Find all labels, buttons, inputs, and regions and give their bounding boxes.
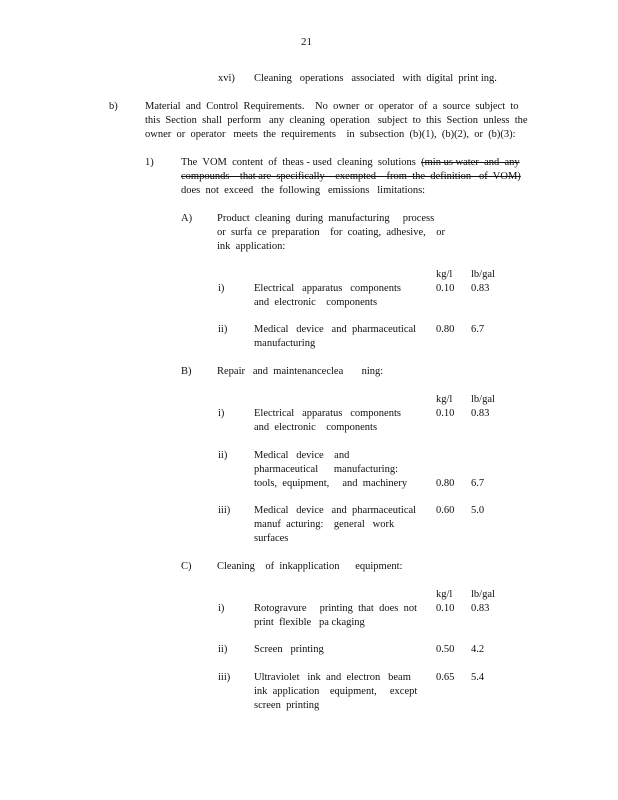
page-number: 21 [301, 36, 312, 48]
section-b-line: Material and Control Requirements. No owner or operator of a source subject to [145, 101, 519, 112]
lb-value: 0.83 [471, 603, 490, 614]
kg-value: 0.80 [436, 324, 455, 335]
list-item-text: and electronic components [254, 297, 378, 308]
kg-value: 0.80 [436, 478, 455, 489]
kg-value: 0.65 [436, 672, 455, 683]
lb-value: 4.2 [471, 644, 485, 655]
list-item-text: Medical device and pharmaceutical [254, 505, 417, 516]
list-item-text: Electrical apparatus components [254, 283, 401, 294]
item-1-struck-line: compounds that are specifically exempted from the definition of VOM) [181, 171, 521, 182]
list-item-text: Rotogravure printing that does not [254, 603, 418, 614]
list-item-label: iii) [218, 505, 231, 516]
list-item-text: print flexible pa ckaging [254, 617, 365, 628]
group-c-label: C) [181, 561, 192, 572]
unit-lb-header: lb/gal [471, 394, 495, 405]
kg-value: 0.10 [436, 283, 455, 294]
list-item-text: surfaces [254, 533, 289, 544]
item-1-label: 1) [145, 157, 154, 168]
section-b-label: b) [109, 101, 118, 112]
list-item-label: i) [218, 408, 225, 419]
item-1-plain-text: The VOM content of theas - used cleaning solutions [181, 157, 422, 168]
list-item-label: ii) [218, 644, 228, 655]
list-item-label: iii) [218, 672, 231, 683]
list-item-text: screen printing [254, 700, 320, 711]
list-item-text: tools, equipment, and machinery [254, 478, 408, 489]
list-item-text: Ultraviolet ink and electron beam [254, 672, 411, 683]
list-item-text: Screen printing [254, 644, 324, 655]
lb-value: 0.83 [471, 408, 490, 419]
group-a-heading: ink application: [217, 241, 286, 252]
kg-value: 0.50 [436, 644, 455, 655]
item-xvi-text: Cleaning operations associated with digital print ing. [254, 73, 497, 84]
item-1-struck-text: (min us water and any [421, 157, 520, 168]
group-a-label: A) [181, 213, 193, 224]
item-1-line: does not exceed the following emissions limitations: [181, 185, 426, 196]
lb-value: 5.0 [471, 505, 485, 516]
list-item-text: and electronic components [254, 422, 378, 433]
list-item-label: i) [218, 283, 225, 294]
list-item-text: Electrical apparatus components [254, 408, 401, 419]
list-item-text: ink application equipment, except [254, 686, 418, 697]
section-b-line: this Section shall perform any cleaning operation subject to this Section unless the [145, 115, 528, 126]
group-a-heading: Product cleaning during manufacturing process [217, 213, 435, 224]
lb-value: 6.7 [471, 324, 485, 335]
unit-kg-header: kg/l [436, 394, 453, 405]
unit-kg-header: kg/l [436, 269, 453, 280]
group-a-heading: or surfa ce preparation for coating, adhesive, or [217, 227, 445, 238]
group-b-heading: Repair and maintenanceclea ning: [217, 366, 384, 377]
section-b-line: owner or operator meets the requirements in subsection (b)(1), (b)(2), or (b)(3): [145, 129, 516, 140]
list-item-label: i) [218, 603, 225, 614]
list-item-text: manufacturing [254, 338, 316, 349]
unit-lb-header: lb/gal [471, 269, 495, 280]
kg-value: 0.10 [436, 603, 455, 614]
unit-kg-header: kg/l [436, 589, 453, 600]
group-b-label: B) [181, 366, 192, 377]
unit-lb-header: lb/gal [471, 589, 495, 600]
list-item-text: Medical device and pharmaceutical [254, 324, 417, 335]
group-c-heading: Cleaning of inkapplication equipment: [217, 561, 403, 572]
list-item-label: ii) [218, 450, 228, 461]
lb-value: 5.4 [471, 672, 485, 683]
kg-value: 0.10 [436, 408, 455, 419]
list-item-text: Medical device and [254, 450, 350, 461]
lb-value: 0.83 [471, 283, 490, 294]
item-1-line [181, 156, 520, 170]
list-item-text: manuf acturing: general work [254, 519, 395, 530]
item-xvi-label: xvi) [218, 73, 235, 84]
lb-value: 6.7 [471, 478, 485, 489]
list-item-text: pharmaceutical manufacturing: [254, 464, 399, 475]
list-item-label: ii) [218, 324, 228, 335]
kg-value: 0.60 [436, 505, 455, 516]
